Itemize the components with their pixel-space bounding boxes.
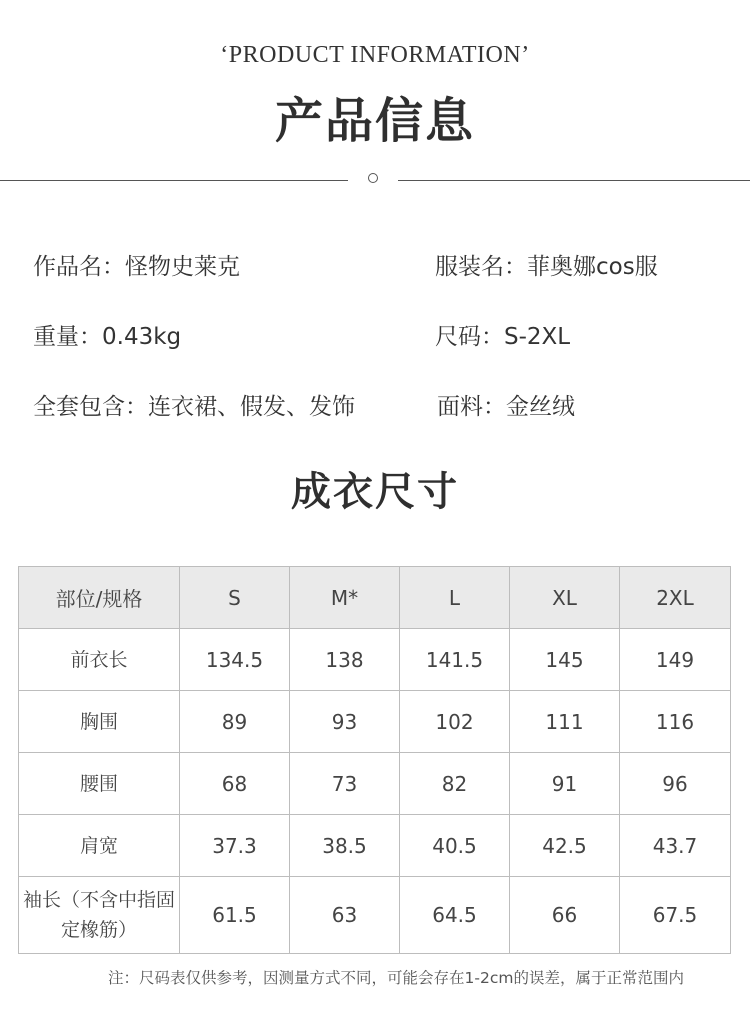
size-range-info: 尺码：S-2XL <box>435 324 571 350</box>
table-cell: 38.5 <box>290 815 400 877</box>
divider-line-left <box>0 180 348 181</box>
table-cell: 149 <box>620 629 731 691</box>
row-label: 腰围 <box>19 753 180 815</box>
divider-circle-icon <box>368 173 378 183</box>
costume-name-info: 服装名：菲奥娜cos服 <box>435 254 658 280</box>
english-title: ‘PRODUCT INFORMATION’ <box>220 42 530 68</box>
row-label: 胸围 <box>19 691 180 753</box>
table-cell: 96 <box>620 753 731 815</box>
table-cell: 64.5 <box>400 877 510 954</box>
row-label: 前衣长 <box>19 629 180 691</box>
table-cell: 111 <box>510 691 620 753</box>
table-cell: 89 <box>180 691 290 753</box>
row-label: 袖长（不含中指固定橡筋） <box>19 877 180 954</box>
table-cell: 102 <box>400 691 510 753</box>
table-row <box>19 815 731 877</box>
table-cell: 134.5 <box>180 629 290 691</box>
includes-info: 全套包含：连衣裙、假发、发饰 <box>33 394 355 420</box>
table-header-row <box>19 567 731 629</box>
page-title: 产品信息 <box>274 93 475 149</box>
table-row <box>19 691 731 753</box>
measurement-note: 注：尺码表仅供参考，因测量方式不同，可能会存在1-2cm的误差，属于正常范围内 <box>108 969 684 987</box>
weight-info: 重量：0.43kg <box>33 324 182 350</box>
table-cell: 63 <box>290 877 400 954</box>
table-cell: 116 <box>620 691 731 753</box>
column-header: 部位/规格 <box>19 567 180 629</box>
work-name-info: 作品名：怪物史莱克 <box>33 254 240 280</box>
table-cell: 138 <box>290 629 400 691</box>
size-table <box>18 566 731 954</box>
column-header: S <box>180 567 290 629</box>
column-header: 2XL <box>620 567 731 629</box>
table-row <box>19 877 731 954</box>
material-info: 面料：金丝绒 <box>437 394 575 420</box>
column-header: XL <box>510 567 620 629</box>
table-cell: 145 <box>510 629 620 691</box>
divider-line-right <box>398 180 750 181</box>
table-cell: 91 <box>510 753 620 815</box>
row-label: 肩宽 <box>19 815 180 877</box>
table-cell: 93 <box>290 691 400 753</box>
column-header: M* <box>290 567 400 629</box>
table-cell: 61.5 <box>180 877 290 954</box>
table-cell: 141.5 <box>400 629 510 691</box>
table-cell: 40.5 <box>400 815 510 877</box>
table-cell: 43.7 <box>620 815 731 877</box>
table-cell: 68 <box>180 753 290 815</box>
column-header: L <box>400 567 510 629</box>
table-row <box>19 753 731 815</box>
table-cell: 66 <box>510 877 620 954</box>
table-row <box>19 629 731 691</box>
table-cell: 37.3 <box>180 815 290 877</box>
table-cell: 67.5 <box>620 877 731 954</box>
table-cell: 42.5 <box>510 815 620 877</box>
table-cell: 73 <box>290 753 400 815</box>
size-section-title: 成衣尺寸 <box>291 468 459 515</box>
table-cell: 82 <box>400 753 510 815</box>
